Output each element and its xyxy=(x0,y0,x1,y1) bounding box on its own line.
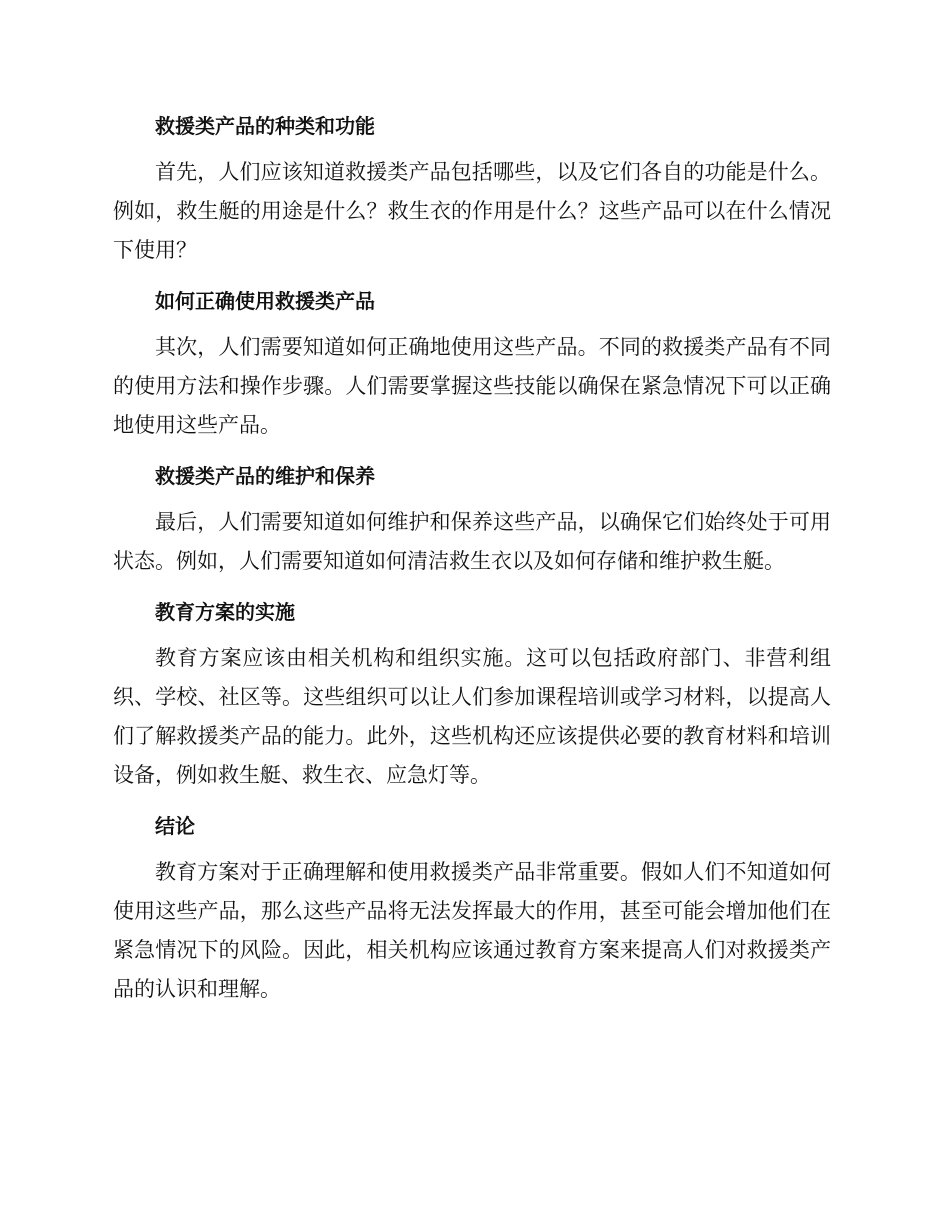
section-heading: 教育方案的实施 xyxy=(155,600,295,624)
section-maintenance xyxy=(113,457,831,581)
section-paragraph: 最后，人们需要知道如何维护和保养这些产品，以确保它们始终处于可用状态。例如，人们需要知道如何清洁救生衣以及如何存储和维护救生艇。 xyxy=(113,510,831,573)
section-heading: 结论 xyxy=(155,814,195,838)
section-paragraph: 其次，人们需要知道如何正确地使用这些产品。不同的救援类产品有不同的使用方法和操作步骤。人们需要掌握这些技能以确保在紧急情况下可以正确地使用这些产品。 xyxy=(113,335,831,437)
section-implementation xyxy=(113,593,831,795)
section-paragraph: 教育方案对于正确理解和使用救援类产品非常重要。假如人们不知道如何使用这些产品，那么这些产品将无法发挥最大的作用，甚至可能会增加他们在紧急情况下的风险。因此，相关机构应该通过教育方案来提高人们对救援类产品的认识和理解。 xyxy=(113,860,831,1001)
section-heading: 如何正确使用救援类产品 xyxy=(155,289,375,313)
section-heading: 救援类产品的维护和保养 xyxy=(155,464,375,488)
section-paragraph: 首先，人们应该知道救援类产品包括哪些，以及它们各自的功能是什么。例如，救生艇的用途是什么？救生衣的作用是什么？这些产品可以在什么情况下使用？ xyxy=(113,160,831,262)
section-paragraph: 教育方案应该由相关机构和组织实施。这可以包括政府部门、非营利组织、学校、社区等。这些组织可以让人们参加课程培训或学习材料，以提高人们了解救援类产品的能力。此外，这些机构还应该提供必要的教育材料和培训设备，例如救生艇、救生衣、应急灯等。 xyxy=(113,646,831,787)
section-product-types xyxy=(113,107,831,270)
section-conclusion xyxy=(113,807,831,1009)
section-heading: 救援类产品的种类和功能 xyxy=(155,114,375,138)
document-body xyxy=(113,107,831,1021)
section-correct-usage xyxy=(113,282,831,445)
